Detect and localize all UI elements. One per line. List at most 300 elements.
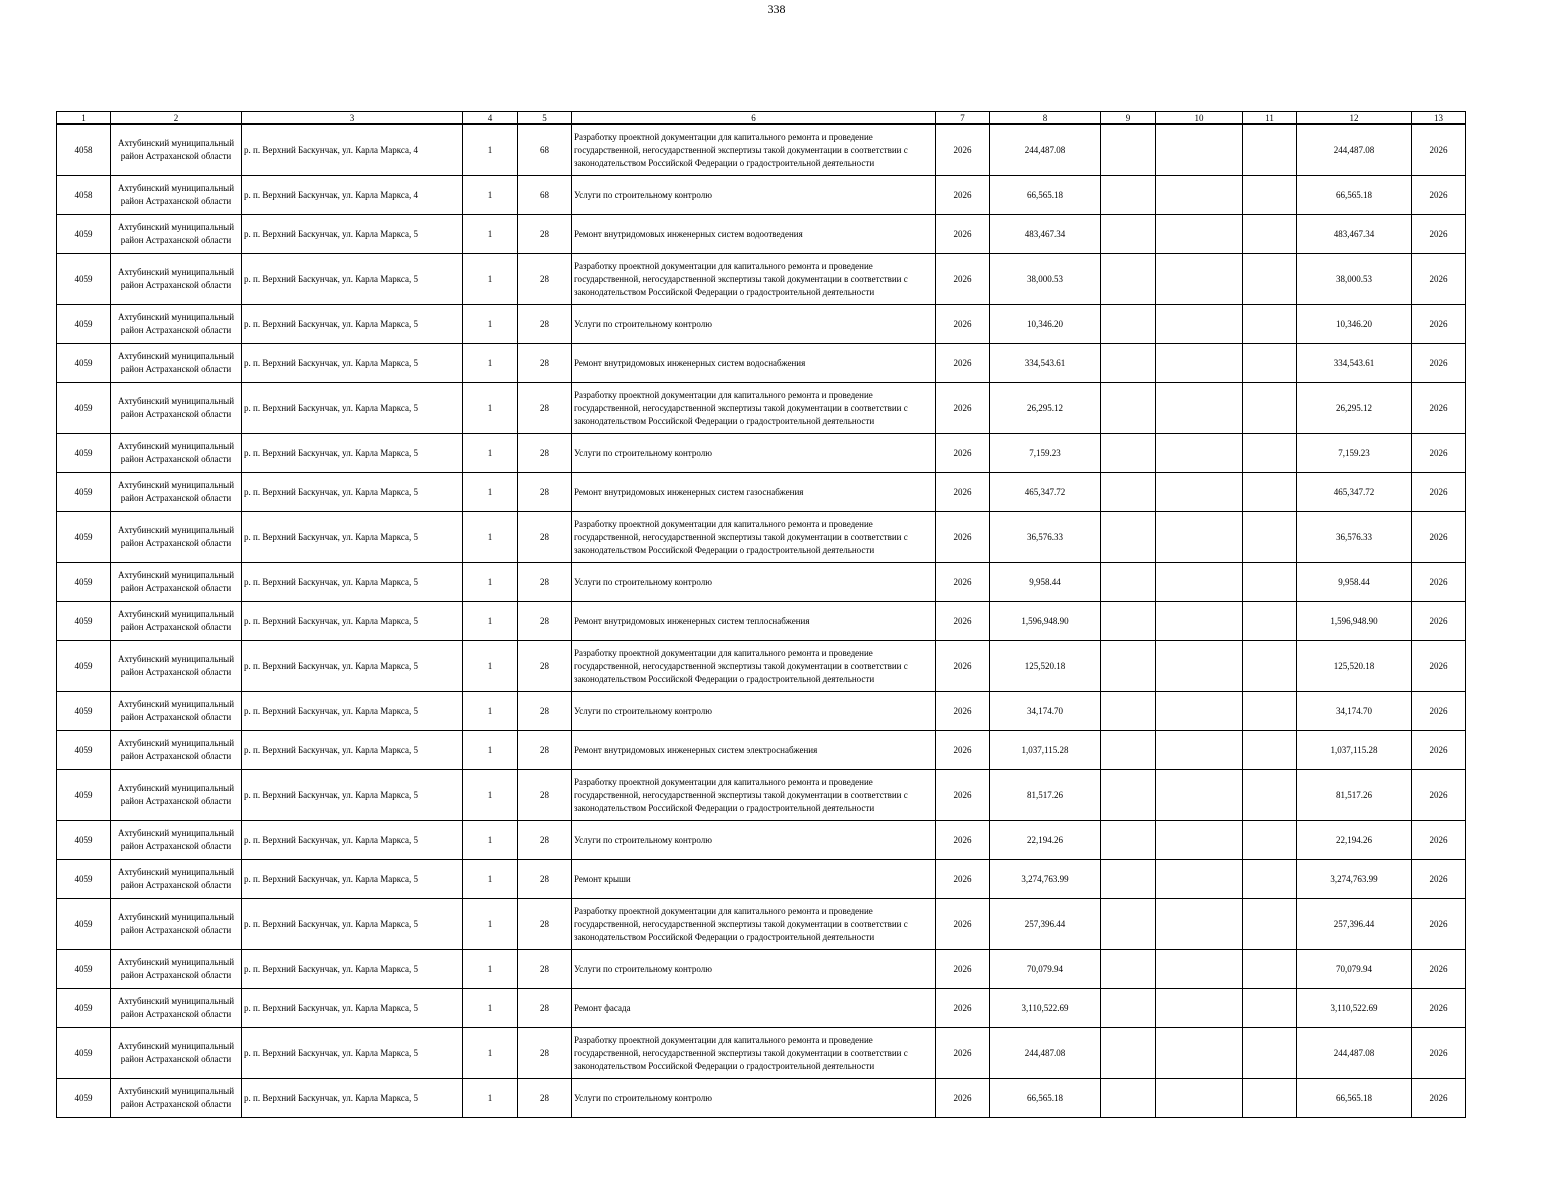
cell-col10 [1156,989,1243,1028]
cell-year-end: 2026 [1412,989,1466,1028]
cell-col10 [1156,899,1243,950]
cell-col11 [1243,305,1297,344]
column-header-1: 1 [57,112,111,125]
cell-col5: 28 [518,899,572,950]
cell-col9 [1101,344,1156,383]
cell-col4: 1 [463,950,518,989]
cell-address: р. п. Верхний Баскунчак, ул. Карла Маркса, 5 [242,899,463,950]
cell-col11 [1243,383,1297,434]
cell-year: 2026 [936,950,990,989]
cell-object-id: 4058 [57,176,111,215]
cell-total: 66,565.18 [1297,1079,1412,1118]
table-row [57,215,1466,254]
cell-col9 [1101,215,1156,254]
cell-address: р. п. Верхний Баскунчак, ул. Карла Маркса, 4 [242,124,463,176]
page-number: 338 [767,2,786,16]
cell-col11 [1243,1028,1297,1079]
cell-col9 [1101,124,1156,176]
cell-col5: 28 [518,254,572,305]
cell-object-id: 4059 [57,563,111,602]
cell-year-end: 2026 [1412,860,1466,899]
cell-col4: 1 [463,124,518,176]
cell-year: 2026 [936,563,990,602]
cell-address: р. п. Верхний Баскунчак, ул. Карла Маркса, 5 [242,473,463,512]
cell-col5: 28 [518,1079,572,1118]
column-header-7: 7 [936,112,990,125]
cell-year: 2026 [936,215,990,254]
cell-year: 2026 [936,1079,990,1118]
cell-municipality: Ахтубинский муниципальный район Астраханской области [111,950,242,989]
cell-cost: 7,159.23 [990,434,1101,473]
table-row [57,563,1466,602]
cell-municipality: Ахтубинский муниципальный район Астраханской области [111,641,242,692]
cell-col9 [1101,950,1156,989]
cell-work-type: Услуги по строительному контролю [572,563,936,602]
cell-work-type: Разработку проектной документации для капитального ремонта и проведение государственной, негосударственной экспертизы такой документации в соответствии с законодательством Российской Федерации о градостроительной деятельности [572,383,936,434]
cell-address: р. п. Верхний Баскунчак, ул. Карла Маркса, 5 [242,434,463,473]
cell-cost: 38,000.53 [990,254,1101,305]
column-header-2: 2 [111,112,242,125]
cell-col11 [1243,860,1297,899]
cell-cost: 3,110,522.69 [990,989,1101,1028]
cell-year-end: 2026 [1412,254,1466,305]
cell-year: 2026 [936,512,990,563]
cell-col10 [1156,305,1243,344]
cell-col10 [1156,563,1243,602]
cell-col9 [1101,731,1156,770]
cell-col5: 28 [518,692,572,731]
cell-total: 9,958.44 [1297,563,1412,602]
cell-year: 2026 [936,305,990,344]
cell-col4: 1 [463,305,518,344]
cell-year-end: 2026 [1412,512,1466,563]
cell-col5: 28 [518,563,572,602]
cell-col10 [1156,434,1243,473]
cell-year-end: 2026 [1412,950,1466,989]
cell-municipality: Ахтубинский муниципальный район Астраханской области [111,215,242,254]
cell-col5: 28 [518,989,572,1028]
table-row [57,305,1466,344]
cell-col11 [1243,254,1297,305]
cell-col9 [1101,305,1156,344]
cell-col4: 1 [463,770,518,821]
column-header-13: 13 [1412,112,1466,125]
cell-year-end: 2026 [1412,124,1466,176]
cell-col11 [1243,770,1297,821]
cell-col4: 1 [463,383,518,434]
cell-work-type: Услуги по строительному контролю [572,176,936,215]
cell-cost: 70,079.94 [990,950,1101,989]
column-header-8: 8 [990,112,1101,125]
cell-cost: 26,295.12 [990,383,1101,434]
cell-cost: 257,396.44 [990,899,1101,950]
cell-col5: 28 [518,473,572,512]
cell-col5: 28 [518,641,572,692]
cell-year-end: 2026 [1412,770,1466,821]
cell-col5: 28 [518,770,572,821]
cell-col5: 28 [518,821,572,860]
cell-municipality: Ахтубинский муниципальный район Астраханской области [111,899,242,950]
cell-address: р. п. Верхний Баскунчак, ул. Карла Маркса, 4 [242,176,463,215]
cell-col10 [1156,344,1243,383]
cell-object-id: 4059 [57,512,111,563]
cell-col5: 28 [518,344,572,383]
cell-col4: 1 [463,1079,518,1118]
cell-total: 22,194.26 [1297,821,1412,860]
cell-work-type: Услуги по строительному контролю [572,950,936,989]
header-row [57,112,1466,125]
cell-col11 [1243,434,1297,473]
cell-cost: 34,174.70 [990,692,1101,731]
cell-col10 [1156,950,1243,989]
cell-col4: 1 [463,692,518,731]
cell-municipality: Ахтубинский муниципальный район Астраханской области [111,821,242,860]
table-row [57,473,1466,512]
cell-col9 [1101,563,1156,602]
cell-col4: 1 [463,473,518,512]
cell-object-id: 4059 [57,989,111,1028]
cell-object-id: 4059 [57,434,111,473]
cell-cost: 334,543.61 [990,344,1101,383]
cell-work-type: Разработку проектной документации для капитального ремонта и проведение государственной, негосударственной экспертизы такой документации в соответствии с законодательством Российской Федерации о градостроительной деятельности [572,770,936,821]
cell-year-end: 2026 [1412,305,1466,344]
cell-year: 2026 [936,731,990,770]
cell-col5: 28 [518,950,572,989]
cell-address: р. п. Верхний Баскунчак, ул. Карла Маркса, 5 [242,344,463,383]
cell-col5: 28 [518,434,572,473]
cell-object-id: 4059 [57,770,111,821]
cell-year: 2026 [936,434,990,473]
table-row [57,989,1466,1028]
cell-col4: 1 [463,563,518,602]
cell-cost: 10,346.20 [990,305,1101,344]
cell-col11 [1243,899,1297,950]
cell-address: р. п. Верхний Баскунчак, ул. Карла Маркса, 5 [242,692,463,731]
cell-address: р. п. Верхний Баскунчак, ул. Карла Маркса, 5 [242,950,463,989]
cell-col10 [1156,821,1243,860]
cell-total: 465,347.72 [1297,473,1412,512]
cell-col9 [1101,176,1156,215]
cell-col11 [1243,176,1297,215]
cell-col5: 28 [518,383,572,434]
cell-col10 [1156,860,1243,899]
cell-col4: 1 [463,602,518,641]
cell-year-end: 2026 [1412,434,1466,473]
cell-col9 [1101,641,1156,692]
cell-year-end: 2026 [1412,563,1466,602]
table-row [57,692,1466,731]
cell-col9 [1101,989,1156,1028]
table-row [57,1079,1466,1118]
cell-municipality: Ахтубинский муниципальный район Астраханской области [111,383,242,434]
cell-year-end: 2026 [1412,215,1466,254]
cell-total: 7,159.23 [1297,434,1412,473]
cell-work-type: Ремонт внутридомовых инженерных систем электроснабжения [572,731,936,770]
cell-municipality: Ахтубинский муниципальный район Астраханской области [111,692,242,731]
cell-object-id: 4059 [57,254,111,305]
cell-address: р. п. Верхний Баскунчак, ул. Карла Маркса, 5 [242,512,463,563]
table-row [57,1028,1466,1079]
cell-municipality: Ахтубинский муниципальный район Астраханской области [111,124,242,176]
cell-col10 [1156,770,1243,821]
cell-cost: 9,958.44 [990,563,1101,602]
cell-object-id: 4059 [57,860,111,899]
cell-col10 [1156,124,1243,176]
cell-col4: 1 [463,176,518,215]
cell-object-id: 4059 [57,473,111,512]
cell-total: 3,110,522.69 [1297,989,1412,1028]
cell-col10 [1156,692,1243,731]
cell-total: 244,487.08 [1297,124,1412,176]
cell-cost: 3,274,763.99 [990,860,1101,899]
cell-year-end: 2026 [1412,899,1466,950]
cell-municipality: Ахтубинский муниципальный район Астраханской области [111,1079,242,1118]
cell-cost: 465,347.72 [990,473,1101,512]
cell-work-type: Разработку проектной документации для капитального ремонта и проведение государственной, негосударственной экспертизы такой документации в соответствии с законодательством Российской Федерации о градостроительной деятельности [572,899,936,950]
cell-col4: 1 [463,989,518,1028]
cell-total: 334,543.61 [1297,344,1412,383]
cell-municipality: Ахтубинский муниципальный район Астраханской области [111,989,242,1028]
cell-object-id: 4059 [57,641,111,692]
cell-total: 483,467.34 [1297,215,1412,254]
column-header-6: 6 [572,112,936,125]
cell-col9 [1101,1028,1156,1079]
cell-col10 [1156,1079,1243,1118]
table-row [57,821,1466,860]
cell-year-end: 2026 [1412,344,1466,383]
table-row [57,344,1466,383]
cell-year: 2026 [936,899,990,950]
cell-object-id: 4059 [57,731,111,770]
cell-year-end: 2026 [1412,692,1466,731]
cell-year: 2026 [936,254,990,305]
table-row [57,602,1466,641]
cell-col11 [1243,512,1297,563]
cell-col9 [1101,1079,1156,1118]
column-header-5: 5 [518,112,572,125]
capital-repair-table [56,111,1466,1118]
cell-col5: 28 [518,731,572,770]
cell-municipality: Ахтубинский муниципальный район Астраханской области [111,305,242,344]
cell-total: 26,295.12 [1297,383,1412,434]
table-row [57,899,1466,950]
cell-work-type: Услуги по строительному контролю [572,821,936,860]
cell-year-end: 2026 [1412,473,1466,512]
cell-col5: 68 [518,124,572,176]
cell-municipality: Ахтубинский муниципальный район Астраханской области [111,473,242,512]
cell-object-id: 4059 [57,602,111,641]
cell-col10 [1156,473,1243,512]
cell-address: р. п. Верхний Баскунчак, ул. Карла Маркса, 5 [242,602,463,641]
cell-col9 [1101,899,1156,950]
cell-col11 [1243,692,1297,731]
cell-col4: 1 [463,344,518,383]
cell-col11 [1243,124,1297,176]
cell-col5: 68 [518,176,572,215]
cell-col10 [1156,731,1243,770]
cell-work-type: Ремонт внутридомовых инженерных систем водоснабжения [572,344,936,383]
cell-work-type: Разработку проектной документации для капитального ремонта и проведение государственной, негосударственной экспертизы такой документации в соответствии с законодательством Российской Федерации о градостроительной деятельности [572,641,936,692]
cell-work-type: Разработку проектной документации для капитального ремонта и проведение государственной, негосударственной экспертизы такой документации в соответствии с законодательством Российской Федерации о градостроительной деятельности [572,124,936,176]
cell-total: 81,517.26 [1297,770,1412,821]
cell-cost: 483,467.34 [990,215,1101,254]
cell-year: 2026 [936,770,990,821]
table-row [57,641,1466,692]
cell-total: 3,274,763.99 [1297,860,1412,899]
cell-municipality: Ахтубинский муниципальный район Астраханской области [111,731,242,770]
cell-col11 [1243,950,1297,989]
cell-col4: 1 [463,215,518,254]
cell-address: р. п. Верхний Баскунчак, ул. Карла Маркса, 5 [242,563,463,602]
cell-col10 [1156,512,1243,563]
cell-object-id: 4059 [57,305,111,344]
cell-year-end: 2026 [1412,641,1466,692]
cell-col9 [1101,770,1156,821]
cell-object-id: 4059 [57,950,111,989]
cell-municipality: Ахтубинский муниципальный район Астраханской области [111,1028,242,1079]
cell-total: 10,346.20 [1297,305,1412,344]
cell-year-end: 2026 [1412,176,1466,215]
cell-year: 2026 [936,860,990,899]
cell-col11 [1243,731,1297,770]
cell-object-id: 4059 [57,1079,111,1118]
cell-total: 1,037,115.28 [1297,731,1412,770]
cell-year: 2026 [936,383,990,434]
column-header-3: 3 [242,112,463,125]
column-header-12: 12 [1297,112,1412,125]
cell-year: 2026 [936,473,990,512]
cell-work-type: Разработку проектной документации для капитального ремонта и проведение государственной, негосударственной экспертизы такой документации в соответствии с законодательством Российской Федерации о градостроительной деятельности [572,512,936,563]
cell-col10 [1156,254,1243,305]
cell-col4: 1 [463,860,518,899]
cell-work-type: Разработку проектной документации для капитального ремонта и проведение государственной, негосударственной экспертизы такой документации в соответствии с законодательством Российской Федерации о градостроительной деятельности [572,1028,936,1079]
column-header-4: 4 [463,112,518,125]
cell-municipality: Ахтубинский муниципальный район Астраханской области [111,254,242,305]
cell-total: 244,487.08 [1297,1028,1412,1079]
cell-municipality: Ахтубинский муниципальный район Астраханской области [111,860,242,899]
table-row [57,731,1466,770]
cell-col5: 28 [518,305,572,344]
cell-address: р. п. Верхний Баскунчак, ул. Карла Маркса, 5 [242,770,463,821]
cell-col11 [1243,821,1297,860]
cell-municipality: Ахтубинский муниципальный район Астраханской области [111,434,242,473]
cell-col11 [1243,215,1297,254]
cell-col9 [1101,692,1156,731]
cell-work-type: Услуги по строительному контролю [572,1079,936,1118]
cell-col9 [1101,821,1156,860]
cell-address: р. п. Верхний Баскунчак, ул. Карла Маркса, 5 [242,305,463,344]
cell-col4: 1 [463,254,518,305]
cell-col4: 1 [463,731,518,770]
cell-col11 [1243,989,1297,1028]
cell-col9 [1101,473,1156,512]
cell-address: р. п. Верхний Баскунчак, ул. Карла Маркса, 5 [242,989,463,1028]
cell-col9 [1101,860,1156,899]
table-row [57,950,1466,989]
table-row [57,124,1466,176]
cell-cost: 36,576.33 [990,512,1101,563]
table-row [57,434,1466,473]
cell-year: 2026 [936,641,990,692]
cell-col9 [1101,512,1156,563]
cell-col4: 1 [463,899,518,950]
cell-cost: 81,517.26 [990,770,1101,821]
cell-year: 2026 [936,692,990,731]
cell-address: р. п. Верхний Баскунчак, ул. Карла Маркса, 5 [242,860,463,899]
cell-year: 2026 [936,344,990,383]
cell-col10 [1156,602,1243,641]
table-row [57,770,1466,821]
cell-address: р. п. Верхний Баскунчак, ул. Карла Маркса, 5 [242,254,463,305]
cell-year: 2026 [936,989,990,1028]
cell-municipality: Ахтубинский муниципальный район Астраханской области [111,344,242,383]
cell-object-id: 4059 [57,215,111,254]
cell-year: 2026 [936,124,990,176]
cell-col11 [1243,641,1297,692]
cell-object-id: 4059 [57,692,111,731]
cell-object-id: 4059 [57,821,111,860]
cell-col11 [1243,563,1297,602]
table-body [57,124,1466,1118]
cell-address: р. п. Верхний Баскунчак, ул. Карла Маркса, 5 [242,1079,463,1118]
cell-year-end: 2026 [1412,821,1466,860]
cell-cost: 1,037,115.28 [990,731,1101,770]
cell-col4: 1 [463,1028,518,1079]
cell-col4: 1 [463,821,518,860]
cell-col11 [1243,344,1297,383]
cell-col4: 1 [463,434,518,473]
cell-col4: 1 [463,641,518,692]
cell-address: р. п. Верхний Баскунчак, ул. Карла Маркса, 5 [242,1028,463,1079]
cell-address: р. п. Верхний Баскунчак, ул. Карла Маркса, 5 [242,215,463,254]
column-header-11: 11 [1243,112,1297,125]
cell-object-id: 4059 [57,1028,111,1079]
cell-work-type: Разработку проектной документации для капитального ремонта и проведение государственной, негосударственной экспертизы такой документации в соответствии с законодательством Российской Федерации о градостроительной деятельности [572,254,936,305]
cell-object-id: 4058 [57,124,111,176]
cell-work-type: Ремонт фасада [572,989,936,1028]
cell-work-type: Ремонт крыши [572,860,936,899]
cell-total: 36,576.33 [1297,512,1412,563]
table-row [57,860,1466,899]
cell-col10 [1156,383,1243,434]
cell-municipality: Ахтубинский муниципальный район Астраханской области [111,563,242,602]
cell-address: р. п. Верхний Баскунчак, ул. Карла Маркса, 5 [242,383,463,434]
cell-col9 [1101,602,1156,641]
cell-col10 [1156,1028,1243,1079]
cell-col10 [1156,215,1243,254]
cell-address: р. п. Верхний Баскунчак, ул. Карла Маркса, 5 [242,821,463,860]
cell-col4: 1 [463,512,518,563]
cell-year-end: 2026 [1412,731,1466,770]
cell-col5: 28 [518,512,572,563]
cell-object-id: 4059 [57,344,111,383]
cell-cost: 22,194.26 [990,821,1101,860]
table-row [57,254,1466,305]
cell-cost: 244,487.08 [990,1028,1101,1079]
cell-total: 38,000.53 [1297,254,1412,305]
cell-work-type: Услуги по строительному контролю [572,434,936,473]
cell-total: 257,396.44 [1297,899,1412,950]
column-header-10: 10 [1156,112,1243,125]
cell-cost: 125,520.18 [990,641,1101,692]
cell-col10 [1156,176,1243,215]
table-header [57,112,1466,125]
cell-total: 125,520.18 [1297,641,1412,692]
cell-total: 66,565.18 [1297,176,1412,215]
cell-year-end: 2026 [1412,602,1466,641]
cell-col5: 28 [518,1028,572,1079]
cell-col11 [1243,473,1297,512]
